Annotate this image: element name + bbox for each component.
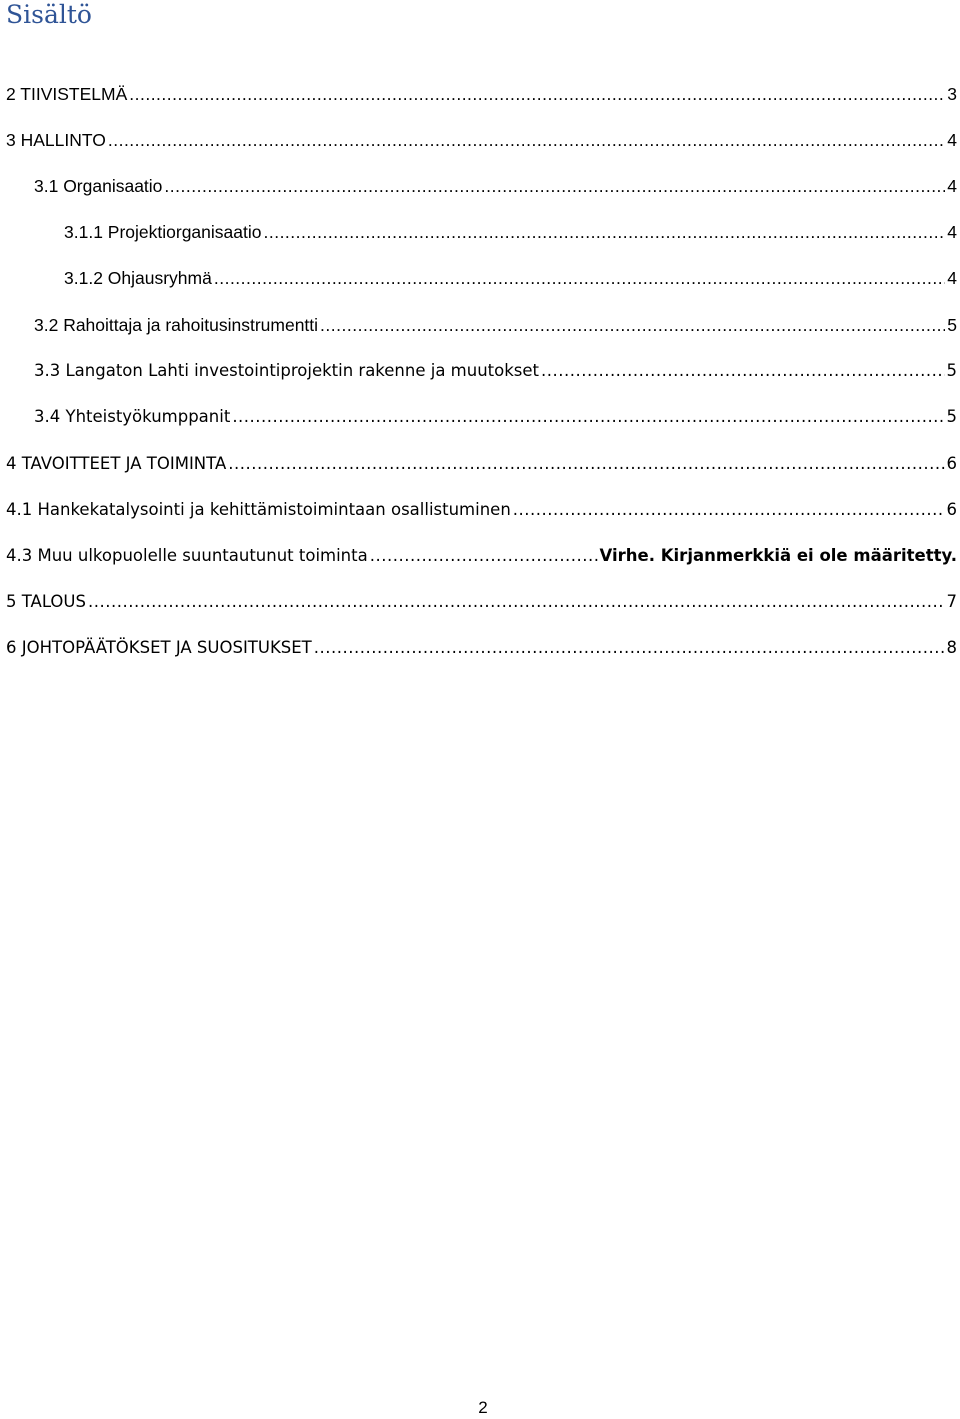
toc-entry-label: 3.3 Langaton Lahti investointiprojektin rakenne ja muutokset <box>34 361 539 380</box>
toc-entry-label: 5 TALOUS <box>6 592 86 611</box>
toc-dot-leader <box>164 174 945 198</box>
toc-entry[interactable] <box>34 174 957 198</box>
toc-page-number: 5 <box>946 407 957 426</box>
toc-entry[interactable] <box>64 220 957 244</box>
toc-entry[interactable] <box>6 128 957 152</box>
toc-page-number: 4 <box>947 176 957 196</box>
toc-page-number: 3 <box>947 84 957 104</box>
toc-entry[interactable] <box>6 82 957 106</box>
toc-entry-label: 3.4 Yhteistyökumppanit <box>34 407 231 426</box>
toc-entry-label: 2 TIIVISTELMÄ <box>6 84 128 104</box>
toc-entry-label: 3.2 Rahoittaja ja rahoitusinstrumentti <box>34 315 319 335</box>
toc-entry-label: 3.1.1 Projektiorganisaatio <box>64 222 262 242</box>
toc-dot-leader <box>108 128 945 152</box>
toc-entry[interactable] <box>34 313 957 337</box>
toc-entry-label: 3.1 Organisaatio <box>34 176 163 196</box>
toc-page-number: 4 <box>947 268 957 288</box>
toc-page-number: 5 <box>947 315 957 335</box>
toc-entry-label: 3 HALLINTO <box>6 130 106 150</box>
toc-entry[interactable] <box>6 498 957 522</box>
toc-dot-leader <box>88 590 945 614</box>
toc-entry-label: 6 JOHTOPÄÄTÖKSET JA SUOSITUKSET <box>6 638 312 657</box>
toc-entry[interactable] <box>64 266 957 290</box>
toc-bookmark-error: Virhe. Kirjanmerkkiä ei ole määritetty. <box>599 546 957 565</box>
toc-entry[interactable] <box>34 405 957 429</box>
toc-page-number: 4 <box>947 222 957 242</box>
toc-entry[interactable] <box>6 544 957 568</box>
toc-dot-leader <box>228 452 944 476</box>
page-title: Sisältö <box>6 0 92 29</box>
toc-dot-leader <box>370 544 598 568</box>
toc-dot-leader <box>314 636 945 660</box>
toc-page-number: 6 <box>946 500 957 519</box>
toc-dot-leader <box>513 498 945 522</box>
toc-page-number: 8 <box>946 638 957 657</box>
toc-entry[interactable] <box>34 359 957 383</box>
toc-entry-label: 4.1 Hankekatalysointi ja kehittämistoimintaan osallistuminen <box>6 500 511 519</box>
toc-dot-leader <box>214 266 945 290</box>
toc-page-number: 5 <box>946 361 957 380</box>
toc-dot-leader <box>320 313 945 337</box>
toc-page-number: 4 <box>947 130 957 150</box>
toc-entry-label: 4 TAVOITTEET JA TOIMINTA <box>6 454 227 473</box>
toc-entry[interactable] <box>6 636 957 660</box>
toc-entry-label: 3.1.2 Ohjausryhmä <box>64 268 212 288</box>
toc-page-number: 6 <box>946 454 957 473</box>
toc-entry-label: 4.3 Muu ulkopuolelle suuntautunut toiminta <box>6 546 368 565</box>
toc-entry[interactable] <box>6 590 957 614</box>
toc-page-number: 7 <box>946 592 957 611</box>
toc-entry[interactable] <box>6 452 957 476</box>
toc-dot-leader <box>129 82 945 106</box>
toc-dot-leader <box>232 405 944 429</box>
toc-dot-leader <box>541 359 945 383</box>
toc-dot-leader <box>263 220 945 244</box>
footer-page-number: 2 <box>478 1398 488 1417</box>
